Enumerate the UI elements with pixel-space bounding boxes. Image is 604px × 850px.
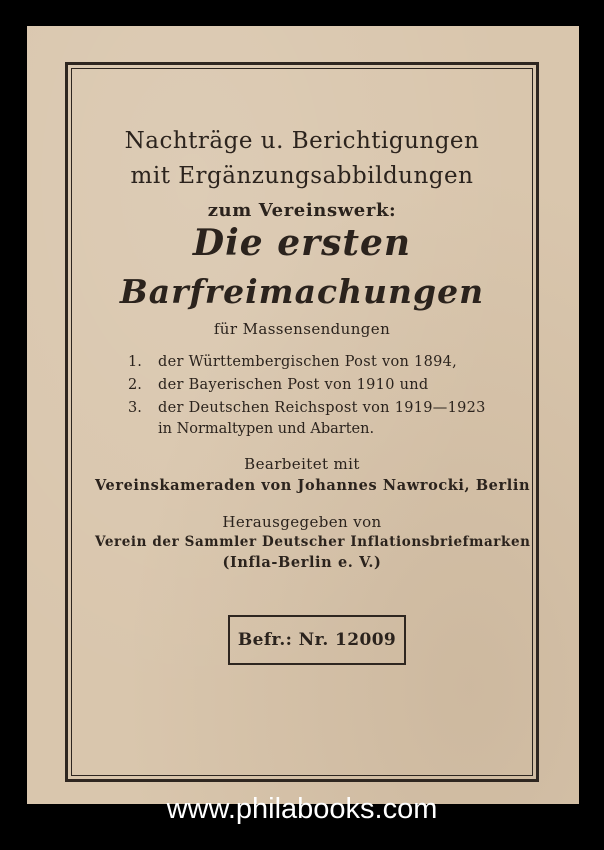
catalog-number-box: Befr.: Nr. 12009 [228,615,406,665]
title-line-1: Die ersten [192,222,412,264]
subtitle: für Massensendungen [213,320,391,338]
publisher-abbr: (Infla-Berlin e. V.) [222,554,382,571]
published-label: Herausgegeben von [222,513,382,531]
list-item: 2. der Bayerischen Post von 1910 und [128,377,429,393]
list-item: 1. der Württembergischen Post von 1894, [128,354,458,370]
heading-line-2: mit Ergänzungsabbildungen [130,163,474,189]
title-line-2: Barfreimachungen [119,272,485,311]
list-item: 3. der Deutschen Reichspost von 1919—1923 [128,400,486,416]
heading-line-3: zum Vereinswerk: [207,200,397,221]
publisher: Verein der Sammler Deutscher Inflationsbriefmarken [95,534,531,550]
list-tail: in Normaltypen und Abarten. [158,421,375,437]
heading-line-1: Nachträge u. Berichtigungen [124,128,480,154]
edited-label: Bearbeitet mit [244,455,360,473]
watermark-url: www.philabooks.com [166,793,438,825]
edited-by: Vereinskameraden von Johannes Nawrocki, Berlin [95,477,531,494]
